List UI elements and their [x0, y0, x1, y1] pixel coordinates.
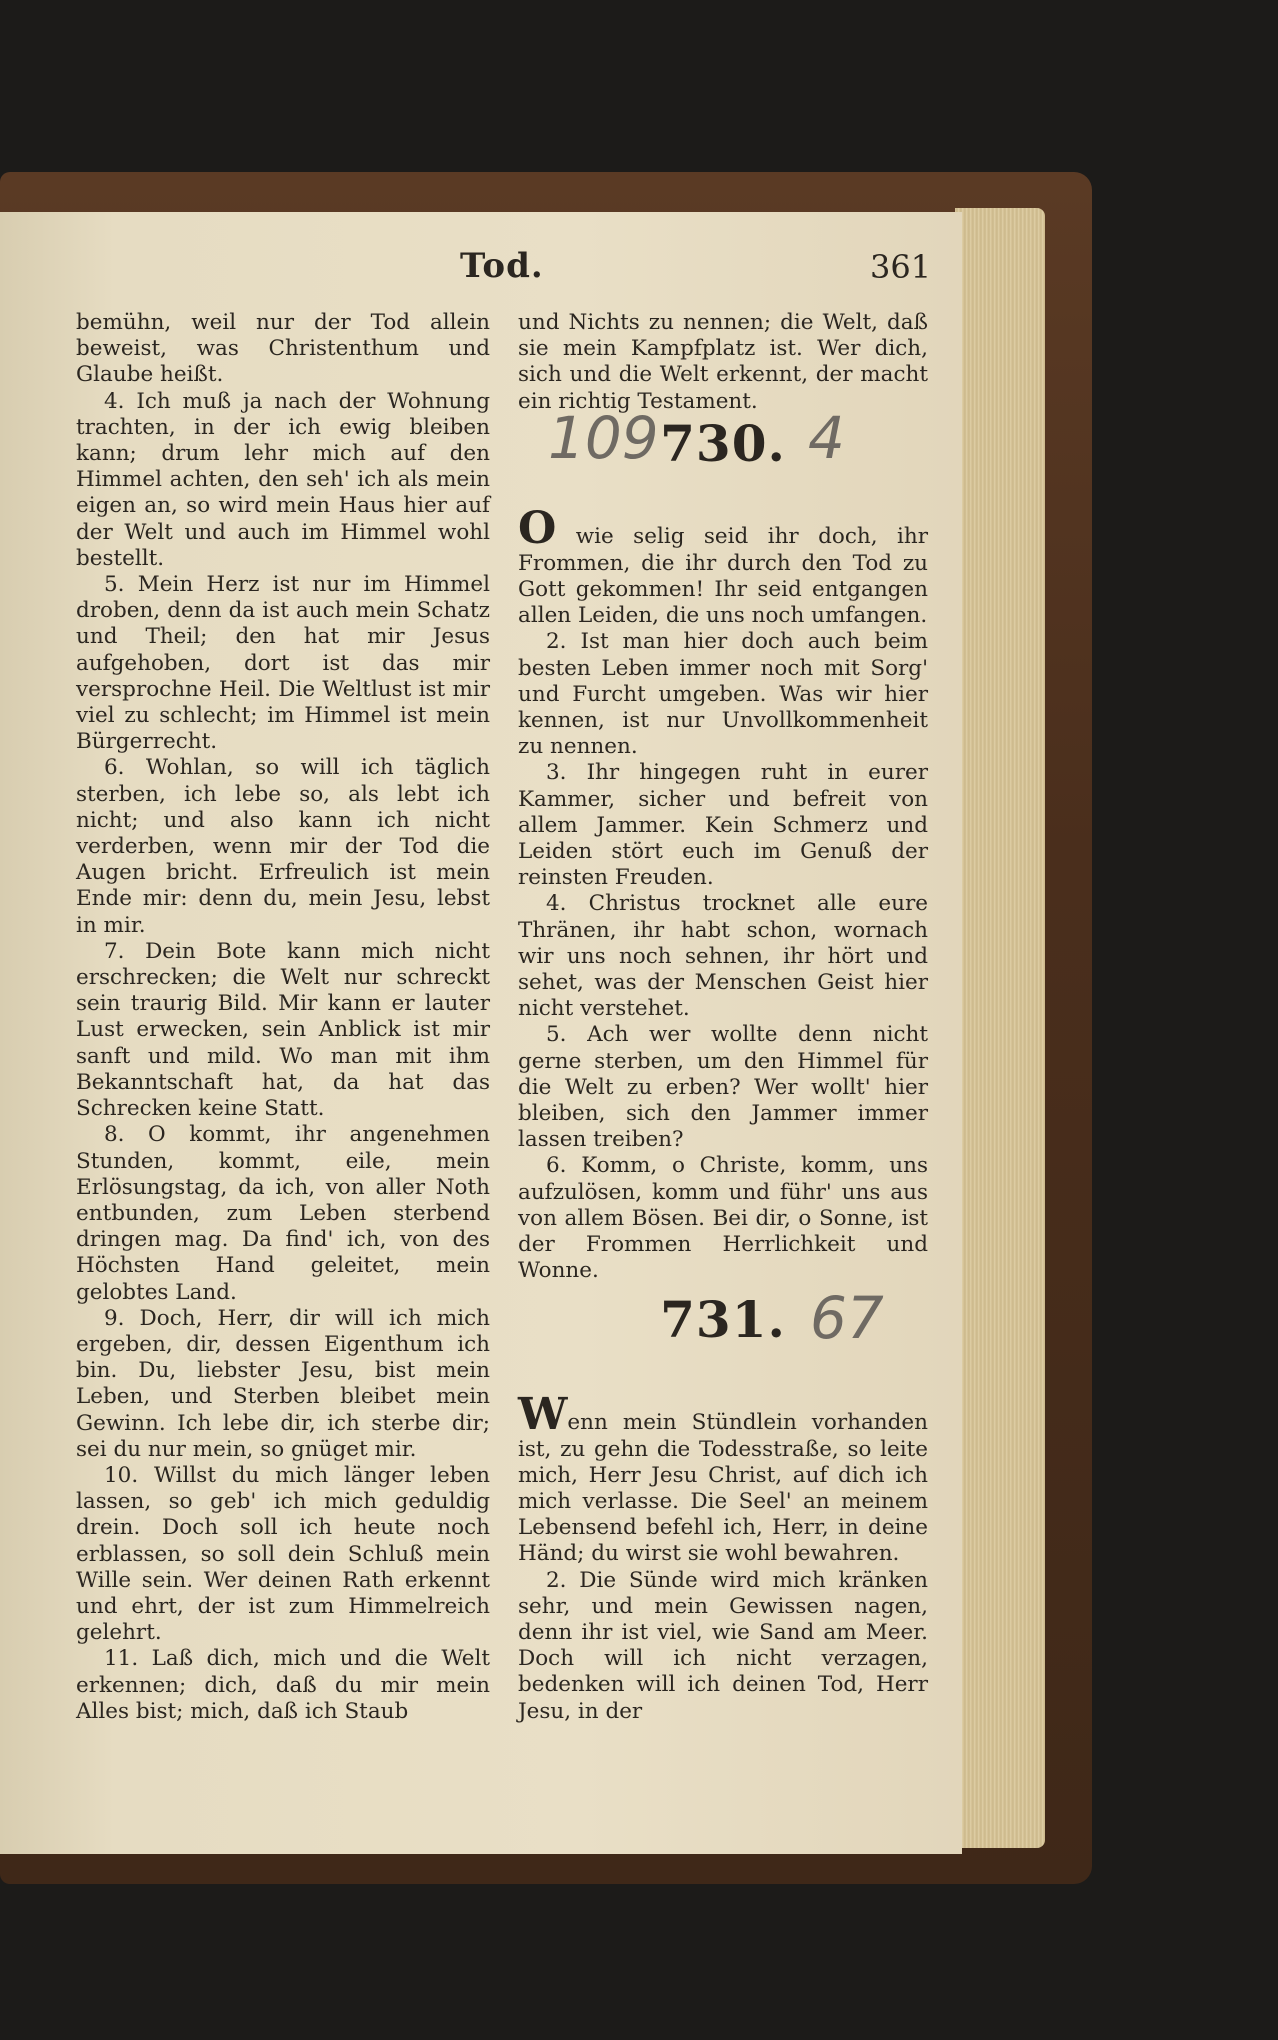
verse: 6. Wohlan, so will ich täglich sterben, ich lebe so, als lebt ich nicht; und also kann ich nicht verderben, wenn mir der Tod die Augen bricht. Erfreulich ist mein Ende mir: denn du, mein Jesu, lebst in mir. — [76, 755, 490, 938]
hymn-730-heading — [518, 403, 928, 499]
page-header — [0, 236, 962, 296]
verse: 7. Dein Bote kann mich nicht erschrecken; die Welt nur schreckt sein traurig Bild. Mir kann er lauter Lust erwecken, sein Anblick ist mir sanft und mild. Wo man mit ihm Bekanntschaft hat, da hat das Schrecken keine Statt. — [76, 938, 490, 1122]
verse: 9. Doch, Herr, dir will ich mich ergeben, dir, dessen Eigenthum ich bin. Du, liebster Jesu, bist mein Leben, und Sterben bleibet mein Gewinn. Ich lebe dir, ich sterbe dir; sei du nur mein, so gnüget mir. — [76, 1305, 490, 1462]
verse: 2. Ist man hier doch auch beim besten Leben immer noch mit Sorg' und Furcht umgeben. Was wir hier kennen, ist nur Unvollkommenheit zu nennen. — [518, 629, 928, 760]
drop-cap: O — [518, 502, 557, 554]
page-number: 361 — [870, 248, 932, 286]
drop-cap: W — [518, 1388, 568, 1440]
verse: 11. Laß dich, mich und die Welt erkennen; dich, daß du mir mein Alles bist; mich, daß ich Staub — [76, 1646, 490, 1724]
verse — [518, 502, 928, 630]
verse: bemühn, weil nur der Tod allein beweist, was Christenthum und Glaube heißt. — [76, 310, 490, 388]
pencil-annotation: 109 — [548, 403, 659, 472]
verse: 6. Komm, o Christe, komm, uns aufzulösen, komm und führ' uns aus von allem Bösen. Bei dir, o Sonne, ist der Frommen Herrlichkeit und Wonne. — [518, 1153, 928, 1284]
verse: 5. Mein Herz ist nur im Himmel droben, denn da ist auch mein Schatz und Theil; den hat mir Jesus aufgehoben, dort ist das mir versprochne Heil. Die Weltlust ist mir viel zu schlecht; im Himmel ist mein Bürgerrecht. — [76, 572, 490, 755]
hymn-731-heading — [518, 1283, 928, 1385]
verse — [518, 1388, 928, 1568]
verse: 5. Ach wer wollte denn nicht gerne sterben, um den Himmel für die Welt zu erben? Wer wollt' hier bleiben, sich den Jammer immer lassen treiben? — [518, 1022, 928, 1153]
page-edges — [955, 208, 1045, 1848]
verse-text: enn mein Stündlein vorhanden ist, zu gehn die Todesstraße, so leite mich, Herr Jesu Christ, auf dich ich mich verlasse. Die Seel' an meinem Lebensend befehl ich, Herr, in deine Händ; du wirst sie wohl bewahren. — [518, 1409, 928, 1567]
running-title: Tod. — [460, 246, 544, 286]
verse: 10. Willst du mich länger leben lassen, so geb' ich mich geduldig drein. Doch soll ich heute noch erblassen, so soll dein Schluß mein Wille sein. Wer deinen Rath erkennt und ehrt, der ist zum Himmelreich gelehrt. — [76, 1462, 490, 1646]
hymn-number: 730. — [660, 413, 786, 473]
verse: 8. O kommt, ihr angenehmen Stunden, kommt, eile, mein Erlösungstag, da ich, von aller Noth entbunden, zum Leben sterbend dringen mag. Da find' ich, von des Höchsten Hand geleitet, mein gelobtes Land. — [76, 1122, 490, 1305]
verse: 2. Die Sünde wird mich kränken sehr, und mein Gewissen nagen, denn ihr ist viel, wie Sand am Meer. Doch will ich nicht verzagen, bedenken will ich deinen Tod, Herr Jesu, in der — [518, 1567, 928, 1724]
hymn-number: 731. — [660, 1289, 786, 1349]
left-column — [76, 310, 490, 1725]
pencil-annotation: 67 — [810, 1283, 884, 1352]
verse: und Nichts zu nennen; die Welt, daß sie mein Kampfplatz ist. Wer dich, sich und die Welt erkennt, der macht ein richtig Testament. — [518, 310, 928, 414]
verse: 4. Christus trocknet alle eure Thränen, ihr habt schon, wornach wir uns noch sehnen, ihr hört und sehet, was der Menschen Geist hier nicht verstehet. — [518, 891, 928, 1022]
book-page — [0, 212, 962, 1854]
verse: 4. Ich muß ja nach der Wohnung trachten, in der ich ewig bleiben kann; drum lehr mich auf den Himmel achten, den seh' ich als mein eigen an, so wird mein Haus hier auf der Welt und auch im Himmel wohl bestellt. — [76, 388, 490, 571]
pencil-annotation: 4 — [808, 403, 845, 472]
verse: 3. Ihr hingegen ruht in eurer Kammer, sicher und befreit von allem Jammer. Kein Schmerz und Leiden stört euch im Genuß der reinsten Freuden. — [518, 760, 928, 891]
right-column — [518, 310, 928, 1725]
verse-text: wie selig seid ihr doch, ihr Frommen, die ihr durch den Tod zu Gott gekommen! Ihr seid entgangen allen Leiden, die uns noch umfangen. — [518, 523, 928, 629]
